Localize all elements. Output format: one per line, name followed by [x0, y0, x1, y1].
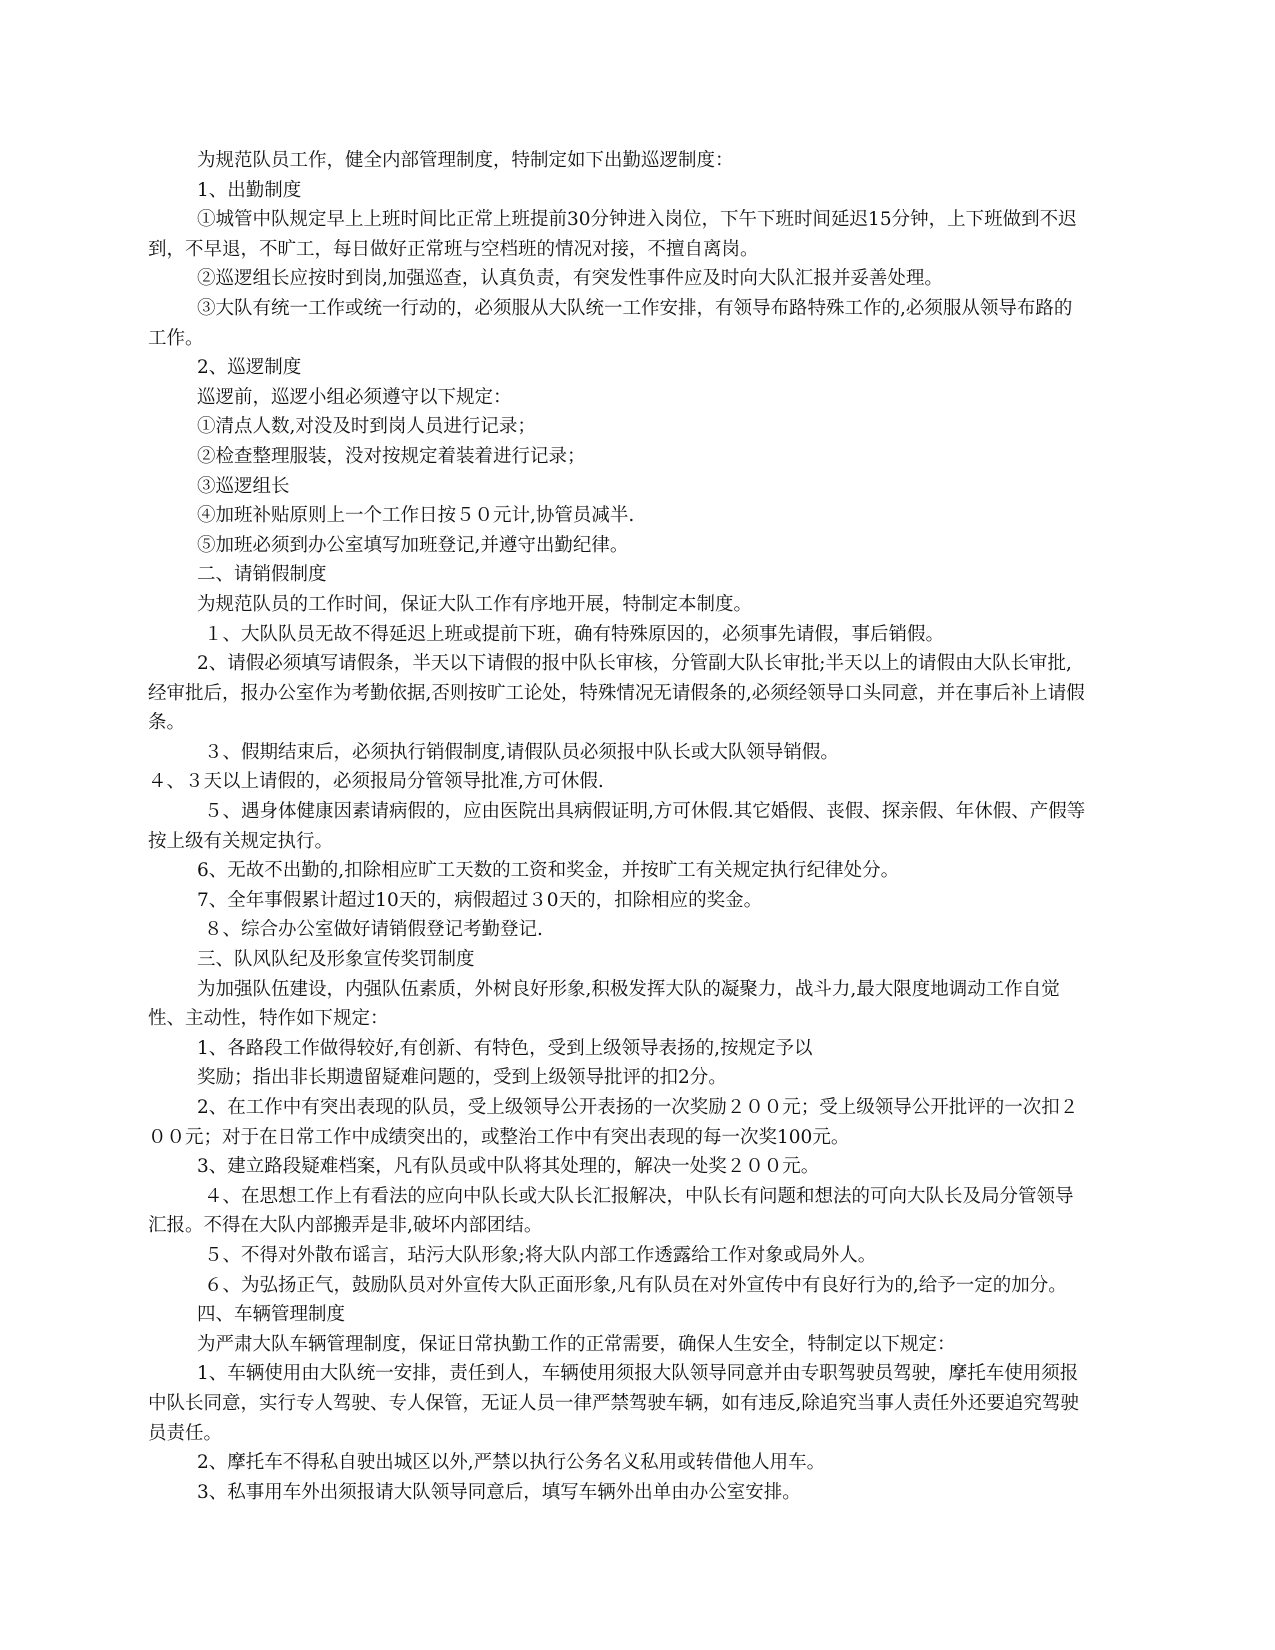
paragraph: ５、不得对外散布谣言，玷污大队形象;将大队内部工作透露给工作对象或局外人。 — [204, 1244, 877, 1266]
paragraph: ④加班补贴原则上一个工作日按５０元计,协管员减半. — [197, 505, 635, 527]
paragraph: 1、各路段工作做得较好,有创新、有特色，受到上级领导表扬的,按规定予以 — [197, 1037, 813, 1059]
paragraph: ３、假期结束后，必须执行销假制度,请假队员必须报中队长或大队领导销假。 — [204, 741, 839, 763]
paragraph: ⑤加班必须到办公室填写加班登记,并遵守出勤纪律。 — [197, 534, 629, 556]
intro-paragraph: 为规范队员工作，健全内部管理制度，特制定如下出勤巡逻制度： — [197, 150, 734, 171]
paragraph: ②巡逻组长应按时到岗,加强巡查，认真负责，有突发性事件应及时向大队汇报并妥善处理。 — [197, 268, 943, 290]
paragraph: 为严肃大队车辆管理制度，保证日常执勤工作的正常需要，确保人生安全，特制定以下规定： — [197, 1333, 956, 1355]
paragraph: 6、无故不出勤的,扣除相应旷工天数的工资和奖金，并按旷工有关规定执行纪律处分。 — [197, 860, 900, 882]
paragraph: 2、在工作中有突出表现的队员，受上级领导公开表扬的一次奖励２００元；受上级领导公开批评的一次扣２００元；对于在日常工作中成绩突出的，或整治工作中有突出表现的每一次奖100元。 — [148, 1097, 1079, 1148]
section-heading-leave: 二、请销假制度 — [197, 564, 327, 586]
paragraph: ③大队有统一工作或统一行动的，必须服从大队统一工作安排，有领导布路特殊工作的,必须服从领导布路的工作。 — [148, 297, 1073, 349]
paragraph: 2、摩托车不得私自驶出城区以外,严禁以执行公务名义私用或转借他人用车。 — [197, 1452, 826, 1474]
paragraph: 2、请假必须填写请假条，半天以下请假的报中队长审核，分管副大队长审批;半天以上的请假由大队长审批,经审批后，报办公室作为考勤依据,否则按旷工论处，特殊情况无请假条的,必须经领导口头同意，并在事后补上请假条。 — [148, 653, 1085, 734]
paragraph: ６、为弘扬正气，鼓励队员对外宣传大队正面形象,凡有队员在对外宣传中有良好行为的,给予一定的加分。 — [204, 1274, 1067, 1296]
paragraph: 巡逻前，巡逻小组必须遵守以下规定： — [197, 386, 512, 408]
paragraph: 为规范队员的工作时间，保证大队工作有序地开展，特制定本制度。 — [197, 593, 753, 615]
paragraph: 3、私事用车外出须报请大队领导同意后，填写车辆外出单由办公室安排。 — [197, 1481, 801, 1503]
paragraph: 1、车辆使用由大队统一安排，责任到人，车辆使用须报大队领导同意并由专职驾驶员驾驶，摩托车使用须报中队长同意，实行专人驾驶、专人保管，无证人员一律严禁驾驶车辆，如有违反,除追究当事人责任外还要追究驾驶员责任。 — [148, 1363, 1079, 1444]
paragraph: ５、遇身体健康因素请病假的，应由医院出具病假证明,方可休假.其它婚假、丧假、探亲假、年休假、产假等按上级有关规定执行。 — [148, 801, 1086, 852]
paragraph: 为加强队伍建设，内强队伍素质，外树良好形象,积极发挥大队的凝聚力，战斗力,最大限度地调动工作自觉性、主动性，特作如下规定： — [148, 978, 1060, 1030]
paragraph: 奖励；指出非长期遗留疑难问题的，受到上级领导批评的扣2分。 — [197, 1067, 727, 1089]
paragraph: ４、３天以上请假的，必须报局分管领导批准,方可休假. — [148, 771, 604, 793]
paragraph: 3、建立路段疑难档案，凡有队员或中队将其处理的，解决一处奖２００元。 — [197, 1156, 820, 1178]
paragraph: １、大队队员无故不得延迟上班或提前下班，确有特殊原因的，必须事先请假，事后销假。 — [204, 623, 945, 645]
section-heading-discipline: 三、队风队纪及形象宣传奖罚制度 — [197, 949, 475, 971]
section-heading-attendance: 1、出勤制度 — [197, 179, 302, 201]
section-heading-vehicles: 四、车辆管理制度 — [197, 1304, 346, 1326]
section-heading-patrol: 2、巡逻制度 — [197, 357, 302, 379]
paragraph: ①城管中队规定早上上班时间比正常上班提前30分钟进入岗位，下午下班时间延迟15分钟，上下班做到不迟到，不早退，不旷工，每日做好正常班与空档班的情况对接，不擅自离岗。 — [148, 209, 1077, 260]
paragraph: ①清点人数,对没及时到岗人员进行记录； — [197, 416, 536, 438]
paragraph: ②检查整理服装，没对按规定着装着进行记录； — [197, 445, 586, 467]
paragraph: ８、综合办公室做好请销假登记考勤登记. — [204, 919, 543, 941]
paragraph: ４、在思想工作上有看法的应向中队长或大队长汇报解决，中队长有问题和想法的可向大队长及局分管领导汇报。不得在大队内部搬弄是非,破坏内部团结。 — [148, 1185, 1074, 1237]
paragraph: 7、全年事假累计超过10天的，病假超过３0天的，扣除相应的奖金。 — [197, 889, 763, 911]
paragraph: ③巡逻组长 — [197, 475, 290, 497]
document-body — [148, 146, 1088, 1507]
